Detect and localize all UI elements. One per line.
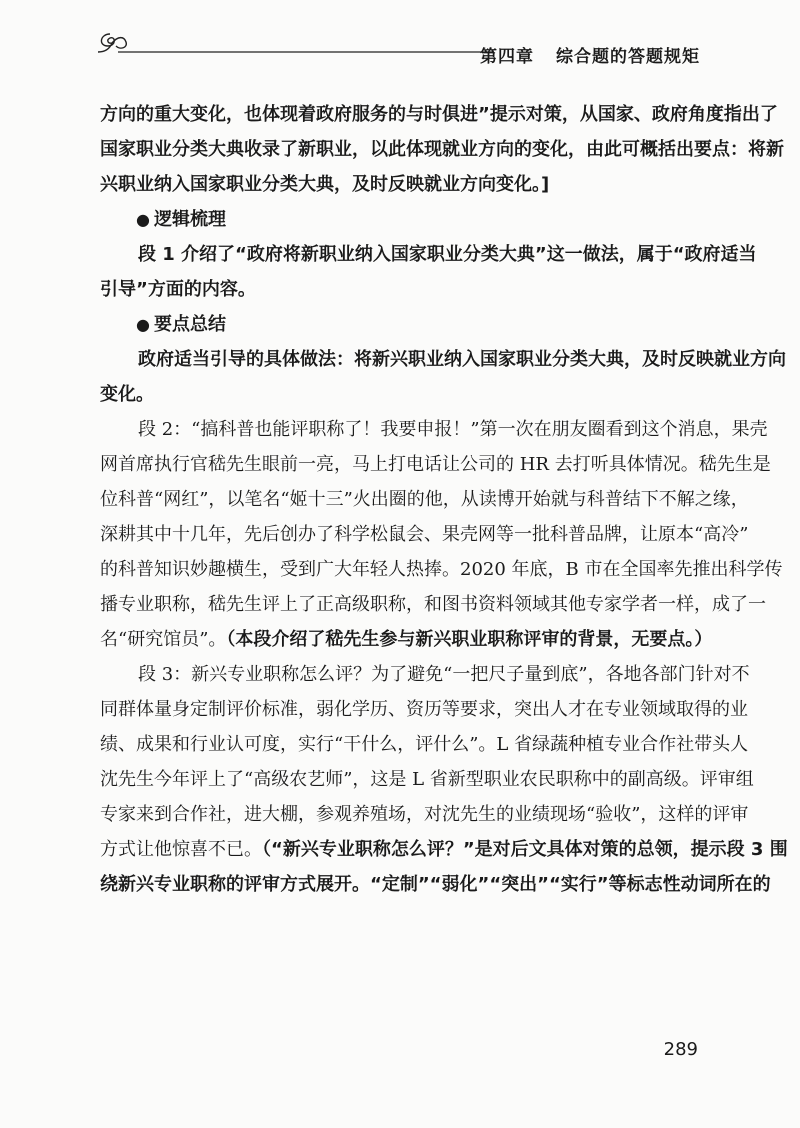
- section-heading: [100, 202, 700, 237]
- section-heading: [100, 307, 700, 342]
- heading-text: 逻辑梳理: [154, 209, 226, 230]
- text-line: 绩、成果和行业认可度，实行“干什么，评什么”。L 省绿蔬种植专业合作社带头人: [100, 734, 749, 755]
- text-line: 段 2：“搞科普也能评职称了！我要申报！”第一次在朋友圈看到这个消息，果壳: [138, 419, 768, 440]
- text-line: 播专业职称，嵇先生评上了正高级职称，和图书资料领域其他专家学者一样，成了一: [100, 594, 766, 615]
- text-line: 专家来到合作社，进大棚，参观养殖场，对沈先生的业绩现场“验收”，这样的评审: [100, 804, 749, 825]
- text-line: 同群体量身定制评价标准，弱化学历、资历等要求，突出人才在专业领域取得的业: [100, 699, 748, 720]
- chapter-title: [480, 42, 700, 67]
- page-body: [100, 97, 788, 902]
- text-line: 段 3：新兴专业职称怎么评？为了避免“一把尺子量到底”，各地各部门针对不: [138, 664, 750, 685]
- heading-text: 要点总结: [154, 314, 226, 335]
- bullet-icon: ●: [136, 210, 150, 229]
- text-line: 国家职业分类大典收录了新职业，以此体现就业方向的变化，由此可概括出要点：将新: [100, 139, 784, 160]
- chapter-name: 综合题的答题规矩: [556, 47, 700, 67]
- text-line: 的科普知识妙趣横生，受到广大年轻人热捧。2020 年底，B 市在全国率先推出科学传: [100, 559, 783, 580]
- annotation-text: （本段介绍了嵇先生参与新兴职业职称评审的背景，无要点。）: [226, 629, 713, 650]
- text-line: 位科普“网红”，以笔名“姬十三”火出圈的他，从读博开始就与科普结下不解之缘，: [100, 489, 749, 510]
- text-span: 方式让他惊喜不已。: [100, 839, 262, 860]
- text-line: 网首席执行官嵇先生眼前一亮，马上打电话让公司的 HR 去打听具体情况。嵇先生是: [100, 454, 771, 475]
- text-line: 段 1 介绍了“政府将新职业纳入国家职业分类大典”这一做法，属于“政府适当: [138, 244, 757, 265]
- bullet-icon: ●: [136, 315, 150, 334]
- text-line: [100, 832, 788, 867]
- text-line: [100, 622, 713, 657]
- text-line: 方向的重大变化，也体现着政府服务的与时俱进”提示对策，从国家、政府角度指出了: [100, 104, 778, 125]
- text-line: 政府适当引导的具体做法：将新兴职业纳入国家职业分类大典，及时反映就业方向: [138, 349, 786, 370]
- text-line: 深耕其中十几年，先后创办了科学松鼠会、果壳网等一批科普品牌，让原本“高冷”: [100, 524, 749, 545]
- page-number: 289: [663, 1039, 698, 1060]
- chapter-number: 第四章: [480, 47, 534, 67]
- annotation-text: （“新兴专业职称怎么评？”是对后文具体对策的总领，提示段 3 围: [262, 839, 788, 860]
- text-line: 引导”方面的内容。: [100, 279, 256, 300]
- running-header: [96, 28, 700, 68]
- text-line: 兴职业纳入国家职业分类大典，及时反映就业方向变化。]: [100, 174, 550, 195]
- text-line: 绕新兴专业职称的评审方式展开。“定制”“弱化”“突出”“实行”等标志性动词所在的: [100, 874, 771, 895]
- text-line: 沈先生今年评上了“高级农艺师”，这是 L 省新型职业农民职称中的副高级。评审组: [100, 769, 754, 790]
- text-line: 变化。: [100, 384, 154, 405]
- text-span: 名“研究馆员”。: [100, 629, 227, 650]
